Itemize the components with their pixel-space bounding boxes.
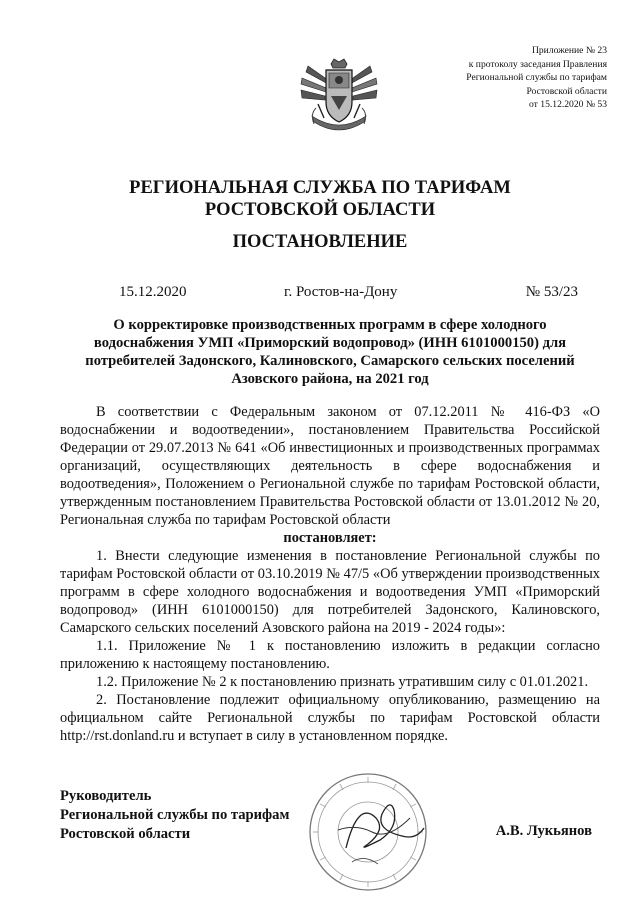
agency-name-line: РОСТОВСКОЙ ОБЛАСТИ xyxy=(204,200,436,220)
signatory-name: А.В. Лукьянов xyxy=(495,823,592,839)
annex-line: Региональной службы по тарифам xyxy=(466,72,607,84)
annex-line: Приложение № 23 xyxy=(531,45,607,56)
subject-line: потребителей Задонского, Калиновского, Самарского сельских поселений xyxy=(85,353,575,369)
signatory-title-line: Региональной службы по тарифам xyxy=(60,807,290,823)
preamble-paragraph: В соответствии с Федеральным законом от 07.12.2011 № 416-ФЗ «О водоснабжении и водоотведении», постановлением Правительства Российской Федерации от 29.07.2013 № 641 «Об инвестиционных и производственных программах организаций, осуществляющих деятельность в сфере водоснабжения и водоотведения», Положением о Региональной службе по тарифам Ростовской области, утвержденным постановлением Правительства Ростовской области от 13.01.2012 № 20, Региональная служба по тарифам Ростовской области xyxy=(60,404,600,528)
annex-line: к протоколу заседания Правления xyxy=(468,58,607,70)
subject-line: О корректировке производственных программ в сфере холодного xyxy=(113,317,547,333)
item-1-paragraph: 1. Внести следующие изменения в постановление Региональной службы по тарифам Ростовской области от 03.10.2019 № 47/5 «Об утверждении производственных программ в сфере холодного водоснабжения и водоотведения УМП «Приморский водопровод» (ИНН 6101000150) для потребителей Задонского, Калиновского, Самарского сельских поселений Азовского района на 2019 - 2024 годы»: xyxy=(60,548,600,636)
item-2-paragraph: 2. Постановление подлежит официальному опубликованию, размещению на официальном сайте Региональной службы по тарифам Ростовской области http://rst.donland.ru и вступает в силу в установленном порядке. xyxy=(60,692,600,744)
item-1-2-paragraph: 1.2. Приложение № 2 к постановлению признать утратившим силу с 01.01.2021. xyxy=(96,674,589,690)
annex-line: от 15.12.2020 № 53 xyxy=(529,99,607,111)
subject-line: Азовского района, на 2021 год xyxy=(231,371,429,387)
signatory-title-line: Руководитель xyxy=(60,788,152,804)
signatory-title xyxy=(60,787,289,844)
subject-line: водоснабжения УМП «Приморский водопровод» (ИНН 6101000150) для xyxy=(93,335,567,351)
signatory-title-line: Ростовской области xyxy=(60,826,191,842)
agency-name xyxy=(0,177,640,221)
annex-note xyxy=(387,44,607,112)
official-seal-icon xyxy=(298,770,448,900)
coat-of-arms-icon xyxy=(298,58,380,138)
handwritten-signature-icon xyxy=(338,805,424,864)
document-number: № 53/23 xyxy=(525,284,578,300)
item-1-1-paragraph: 1.1. Приложение № 1 к постановлению изложить в редакции согласно приложению к настоящему постановлению. xyxy=(60,638,600,672)
document-body xyxy=(60,403,600,745)
document-type: ПОСТАНОВЛЕНИЕ xyxy=(232,232,408,252)
document-date: 15.12.2020 xyxy=(119,284,187,300)
document-city: г. Ростов-на-Дону xyxy=(284,284,398,300)
document-subject xyxy=(75,316,585,388)
agency-name-line: РЕГИОНАЛЬНАЯ СЛУЖБА ПО ТАРИФАМ xyxy=(129,178,511,198)
annex-line: Ростовской области xyxy=(526,85,607,97)
decree-word: постановляет: xyxy=(283,530,377,546)
